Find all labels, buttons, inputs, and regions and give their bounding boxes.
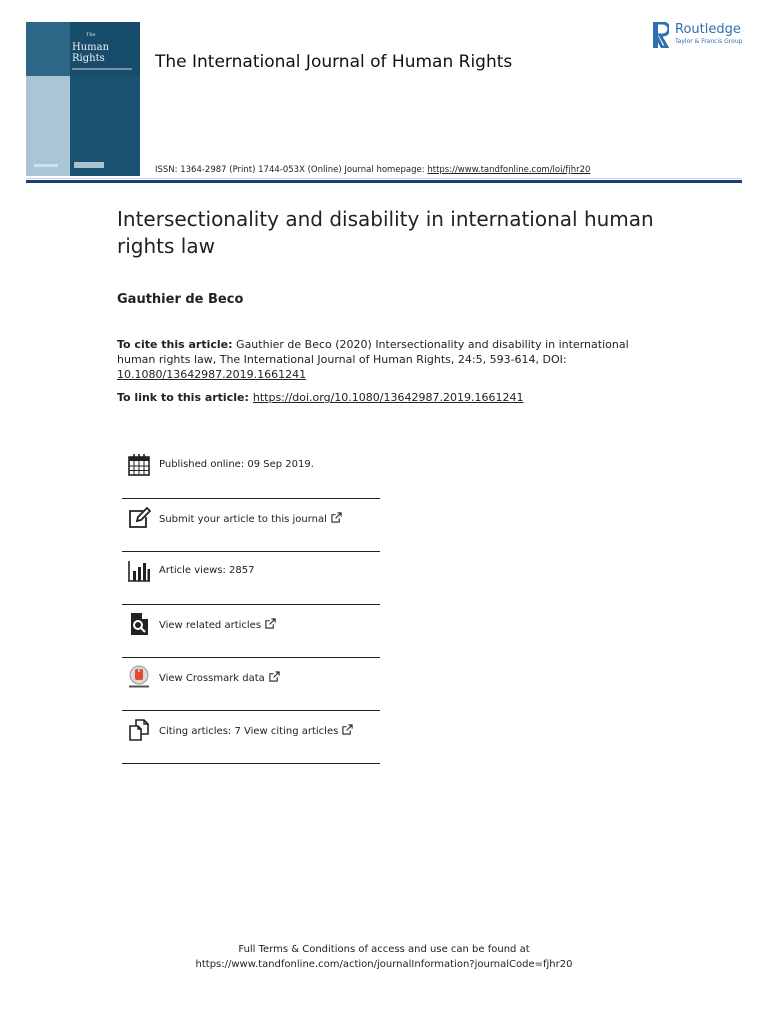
publisher-group: Taylor & Francis Group xyxy=(675,38,743,45)
publisher-name: Routledge xyxy=(675,22,741,37)
journal-cover-image xyxy=(26,22,140,176)
cite-text: Gauthier de Beco (2020) Intersectionality and disability in international human rights law, The International Journal of Human Rights, 24:5, 593-614, DOI: xyxy=(117,338,629,366)
bar-chart-icon xyxy=(127,559,151,583)
info-item-published xyxy=(122,446,380,498)
crossmark-link[interactable]: View Crossmark data xyxy=(159,673,265,684)
cite-label: To cite this article: xyxy=(117,338,233,351)
footer-terms xyxy=(0,942,768,972)
link-label: To link to this article: xyxy=(117,391,249,404)
issn-line xyxy=(155,165,590,175)
calendar-icon xyxy=(127,453,151,477)
article-info-list xyxy=(122,446,380,764)
info-divider xyxy=(122,763,380,764)
journal-homepage-link[interactable]: https://www.tandfonline.com/loi/fjhr20 xyxy=(427,165,591,175)
related-articles-link[interactable]: View related articles xyxy=(159,620,262,631)
cover-line xyxy=(72,68,132,70)
footer-terms-link[interactable]: https://www.tandfonline.com/action/journalInformation?journalCode=fjhr20 xyxy=(195,959,573,970)
cover-issn-mark xyxy=(34,164,58,167)
routledge-r-icon xyxy=(653,22,669,48)
info-label-crossmark[interactable] xyxy=(159,671,280,684)
header-rule xyxy=(26,180,742,183)
info-label-submit[interactable] xyxy=(159,512,342,525)
info-item-related[interactable] xyxy=(122,605,380,657)
info-label-citing[interactable] xyxy=(159,724,353,737)
submit-article-link[interactable]: Submit your article to this journal xyxy=(159,514,327,525)
cover-title-the: The xyxy=(86,32,96,38)
article-title: Intersectionality and disability in international human rights law xyxy=(117,207,654,258)
external-link-icon xyxy=(269,671,280,682)
citation-block xyxy=(117,337,637,382)
info-item-submit[interactable] xyxy=(122,499,380,551)
info-item-crossmark[interactable] xyxy=(122,658,380,710)
article-author: Gauthier de Beco xyxy=(117,292,244,307)
info-item-citing[interactable] xyxy=(122,711,380,763)
journal-title: The International Journal of Human Rights xyxy=(155,52,513,72)
cover-publisher-mark xyxy=(74,162,104,168)
info-label-published: Published online: 09 Sep 2019. xyxy=(159,459,314,470)
edit-icon xyxy=(127,506,151,530)
footer-line-1: Full Terms & Conditions of access and use can be found at xyxy=(238,944,530,955)
crossmark-icon xyxy=(127,665,151,689)
cover-title-main: Human Rights xyxy=(72,42,110,64)
publisher-logo[interactable] xyxy=(653,22,749,50)
info-item-views xyxy=(122,552,380,604)
issn-text: ISSN: 1364-2987 (Print) 1744-053X (Online) Journal homepage: xyxy=(155,165,428,175)
article-link-line xyxy=(117,391,523,404)
external-link-icon xyxy=(342,724,353,735)
info-label-views: Article views: 2857 xyxy=(159,565,255,576)
search-document-icon xyxy=(127,612,151,636)
article-doi-link[interactable]: https://doi.org/10.1080/13642987.2019.1661241 xyxy=(252,391,524,404)
cover-panel-top xyxy=(26,22,70,76)
cite-doi-link[interactable]: 10.1080/13642987.2019.1661241 xyxy=(117,368,307,381)
header-rule-thin xyxy=(26,178,742,179)
external-link-icon xyxy=(331,512,342,523)
external-link-icon xyxy=(265,618,276,629)
citing-articles-icon xyxy=(127,718,151,742)
info-label-related[interactable] xyxy=(159,618,276,631)
citing-articles-link[interactable]: Citing articles: 7 View citing articles xyxy=(159,726,339,737)
